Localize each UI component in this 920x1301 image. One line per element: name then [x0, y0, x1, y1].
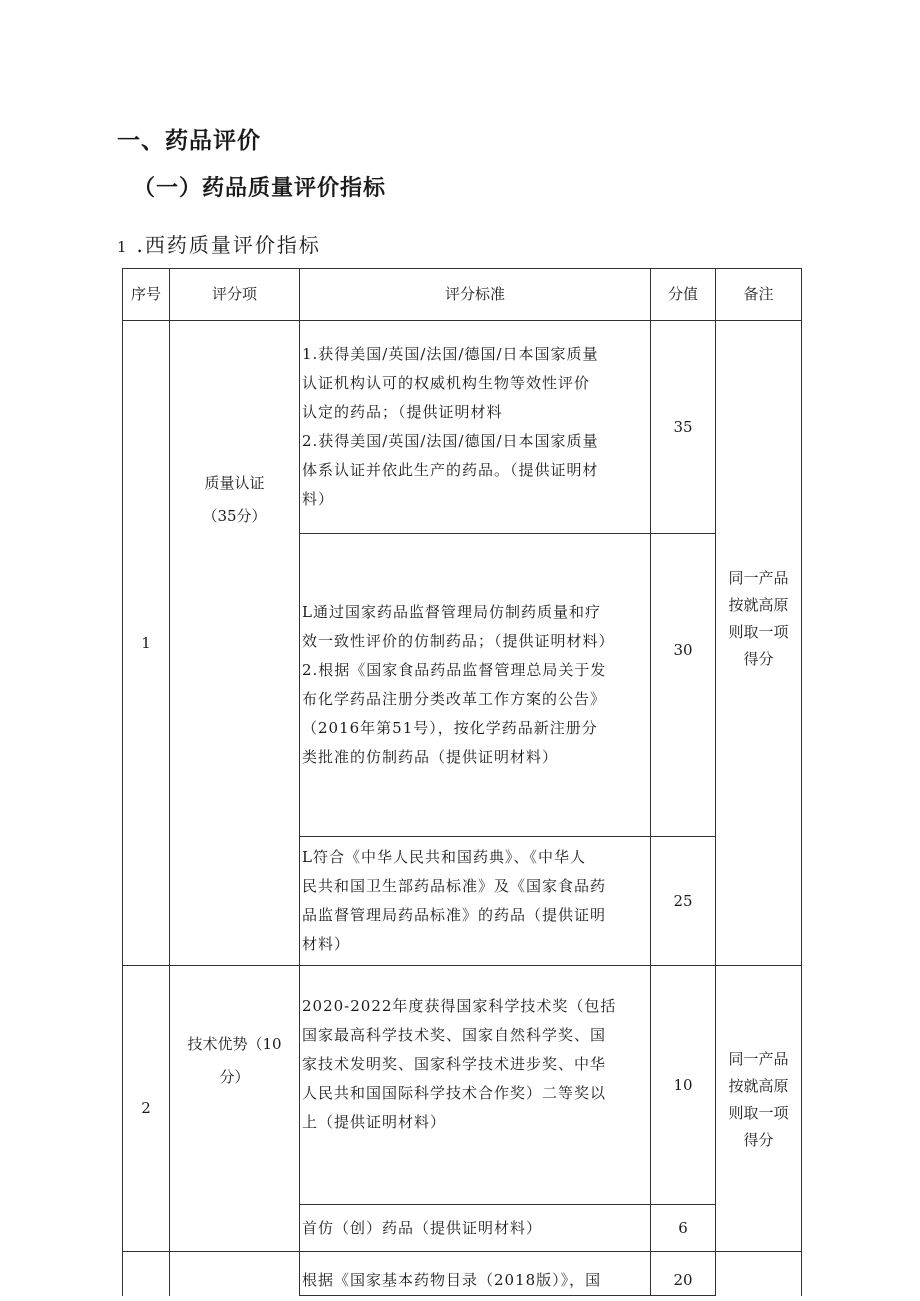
score-cell: 25 — [651, 837, 716, 966]
table-header-row — [123, 269, 802, 321]
criteria-line: 1.获得美国/英国/法国/德国/日本国家质量 — [302, 345, 599, 363]
score-cell: 35 — [651, 321, 716, 534]
note-line: 按就高原 — [728, 1077, 789, 1095]
criteria-line: 上（提供证明材料） — [302, 1113, 447, 1131]
score-cell: 6 — [651, 1205, 716, 1252]
note-cell — [716, 1252, 802, 1296]
criteria-line: 认证机构认可的权威机构生物等效性评价 — [302, 374, 591, 392]
criteria-line: 国家最高科学技术奖、国家自然科学奖、国 — [302, 1026, 607, 1044]
row-number: 1 — [123, 321, 170, 966]
note-cell — [716, 966, 802, 1252]
criteria-line: 品监督管理局药品标准》的药品（提供证明 — [302, 906, 607, 924]
criteria-cell — [300, 1252, 651, 1296]
criteria-line: 材料） — [302, 935, 351, 953]
scoring-item-points: （35分） — [202, 507, 267, 525]
criteria-cell — [300, 1205, 651, 1252]
criteria-line: 2.根据《国家食品药品监督管理总局关于发 — [302, 661, 607, 679]
criteria-line: 体系认证并依此生产的药品。（提供证明材 — [302, 461, 599, 479]
row-number: 2 — [123, 966, 170, 1252]
criteria-line: （2016年第51号），按化学药品新注册分 — [302, 719, 598, 737]
scoring-item — [170, 1252, 300, 1296]
criteria-line: 民共和国卫生部药品标准》及《国家食品药 — [302, 877, 607, 895]
heading-number: 1 — [117, 238, 129, 256]
header-score: 分值 — [651, 269, 716, 321]
heading-text: .西药质量评价指标 — [136, 233, 321, 257]
row-number — [123, 1252, 170, 1296]
criteria-line: 人民共和国国际科学技术合作奖）二等奖以 — [302, 1084, 607, 1102]
note-line: 同一产品 — [728, 1050, 789, 1068]
scoring-item-name: 质量认证 — [204, 474, 265, 492]
note-line: 按就高原 — [728, 596, 789, 614]
evaluation-table — [122, 268, 802, 1296]
scoring-item-points: 分） — [219, 1068, 250, 1086]
score-cell: 30 — [651, 534, 716, 837]
header-note: 备注 — [716, 269, 802, 321]
criteria-line: 家技术发明奖、国家科学技术进步奖、中华 — [302, 1055, 607, 1073]
criteria-line: L符合《中华人民共和国药典》、《中华人 — [302, 848, 586, 866]
criteria-line: 效一致性评价的仿制药品；（提供证明材料） — [302, 632, 615, 650]
note-line: 得分 — [743, 650, 774, 668]
scoring-item — [170, 321, 300, 966]
criteria-line: L通过国家药品监督管理局仿制药质量和疗 — [302, 603, 601, 621]
subsubsection-heading — [117, 229, 321, 258]
note-line: 得分 — [743, 1131, 774, 1149]
criteria-cell — [300, 534, 651, 837]
score-cell: 20 — [651, 1252, 716, 1296]
header-no: 序号 — [123, 269, 170, 321]
criteria-line: 布化学药品注册分类改革工作方案的公告》 — [302, 690, 607, 708]
criteria-cell — [300, 321, 651, 534]
criteria-line: 认定的药品；（提供证明材料 — [302, 403, 503, 421]
table-row — [123, 966, 802, 1205]
criteria-cell — [300, 837, 651, 966]
subsection-heading: （一）药品质量评价指标 — [133, 176, 387, 201]
table-row — [123, 321, 802, 534]
note-line: 则取一项 — [728, 623, 789, 641]
criteria-line: 2.获得美国/英国/法国/德国/日本国家质量 — [302, 432, 599, 450]
note-line: 则取一项 — [728, 1104, 789, 1122]
scoring-item — [170, 966, 300, 1252]
header-criteria: 评分标准 — [300, 269, 651, 321]
section-heading: 一、药品评价 — [117, 128, 261, 154]
criteria-line: 类批准的仿制药品（提供证明材料） — [302, 748, 559, 766]
criteria-line: 根据《国家基本药物目录（2018版）》，国 — [302, 1271, 602, 1289]
note-line: 同一产品 — [728, 569, 789, 587]
header-item: 评分项 — [170, 269, 300, 321]
criteria-cell — [300, 966, 651, 1205]
criteria-line: 料） — [302, 490, 335, 508]
score-cell: 10 — [651, 966, 716, 1205]
table-row — [123, 1252, 802, 1296]
note-cell — [716, 321, 802, 966]
scoring-item-name: 技术优势（10 — [187, 1035, 282, 1053]
criteria-line: 2020-2022年度获得国家科学技术奖（包括 — [302, 997, 617, 1015]
criteria-line: 首仿（创）药品（提供证明材料） — [302, 1218, 543, 1237]
